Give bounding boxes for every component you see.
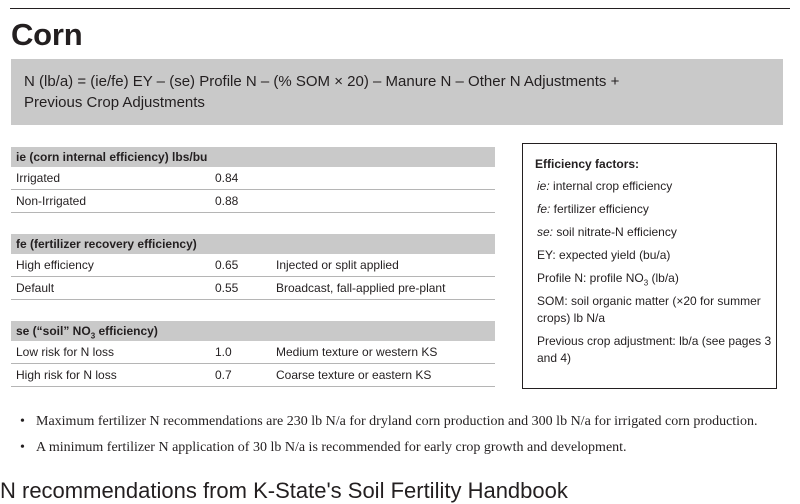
table-row: [11, 364, 495, 387]
row-label: Default: [16, 281, 55, 295]
row-value: 0.84: [215, 171, 239, 185]
se-table-header: se (“soil” $NO_3$ efficiency): [11, 321, 495, 341]
list-item: [20, 438, 790, 458]
coefficient-tables: [11, 147, 495, 387]
ie-table-header: ie (corn internal efficiency) lbs/bu: [11, 147, 495, 167]
som-definition: SOM: soil organic matter (×20 for summer crops) lb N/a: [537, 294, 761, 325]
page-title: Corn: [11, 17, 83, 52]
ey-definition: EY: expected yield (bu/a): [537, 248, 671, 262]
caption: N recommendations from K-State's Soil Fertility Handbook: [0, 478, 568, 503]
table-row: [11, 167, 495, 190]
note-text: Maximum fertilizer N recommendations are 230 lb N/a for dryland corn production and 300 lb N/a for irrigated corn production.: [36, 414, 758, 429]
row-value: 0.88: [215, 194, 239, 208]
formula-line-1: N (lb/a) = (ie/fe) EY – (se) Profile N – (% SOM × 20) – Manure N – Other N Adjustments +: [24, 73, 620, 90]
previous-crop-definition: Previous crop adjustment: lb/a (see pages 3 and 4): [537, 334, 772, 365]
formula-line-2: Previous Crop Adjustments: [24, 94, 205, 111]
table-row: [11, 254, 495, 277]
efficiency-factors-box: [522, 143, 777, 389]
profile-n-definition: Profile N: profile $NO_3$ (lb/a): [537, 271, 679, 288]
row-note: Coarse texture or eastern KS: [276, 368, 432, 382]
row-note: Medium texture or western KS: [276, 345, 438, 359]
bullet-icon: •: [20, 414, 25, 429]
row-label: High risk for N loss: [16, 368, 117, 382]
table-row: [11, 341, 495, 364]
list-item: [20, 412, 790, 432]
row-note: [276, 167, 495, 189]
efficiency-factors-title: Efficiency factors:: [535, 157, 640, 171]
row-label: Non-Irrigated: [16, 194, 87, 208]
bullet-icon: •: [20, 440, 25, 455]
table-row: [11, 277, 495, 300]
note-text: A minimum fertilizer N application of 30 lb N/a is recommended for early crop growth and development.: [36, 440, 627, 455]
row-value: 0.55: [215, 281, 239, 295]
formula-box: [11, 59, 783, 125]
top-rule: [10, 8, 790, 9]
row-note: [276, 190, 495, 212]
row-label: High efficiency: [16, 258, 94, 272]
row-value: 1.0: [215, 345, 232, 359]
se-definition: se: soil nitrate-N efficiency: [537, 225, 677, 239]
row-label: Low risk for N loss: [16, 345, 115, 359]
row-note: Broadcast, fall-applied pre-plant: [276, 281, 446, 295]
row-label: Irrigated: [16, 171, 61, 185]
row-note: Injected or split applied: [276, 258, 399, 272]
fe-definition: fe: fertilizer efficiency: [537, 202, 649, 216]
fe-table-header: fe (fertilizer recovery efficiency): [11, 234, 495, 254]
table-row: [11, 190, 495, 213]
row-value: 0.65: [215, 258, 239, 272]
row-value: 0.7: [215, 368, 232, 382]
ie-definition: ie: internal crop efficiency: [537, 179, 673, 193]
notes-list: [20, 412, 790, 464]
